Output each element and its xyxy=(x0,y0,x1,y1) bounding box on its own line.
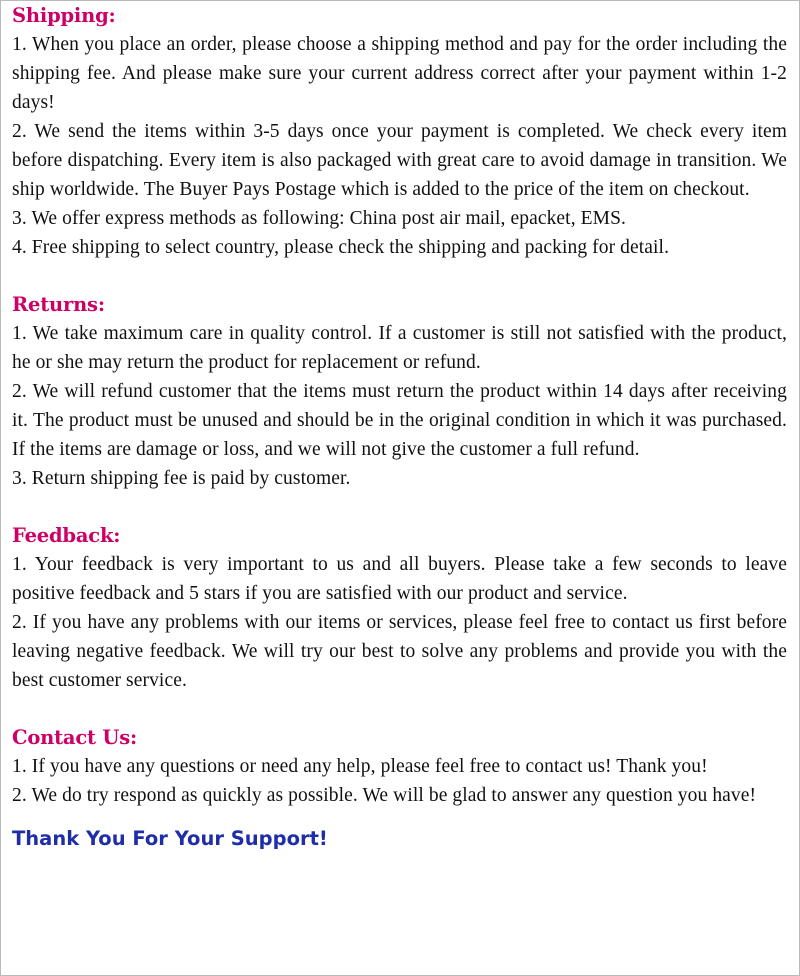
feedback-heading: Feedback: xyxy=(12,524,121,547)
feedback-item-2: 2. If you have any problems with our items or services, please feel free to contact us first before leaving negative feedback. We will try our best to solve any problems and provide you with the best customer service. xyxy=(12,612,787,691)
shipping-section xyxy=(12,1,787,262)
contact-heading: Contact Us: xyxy=(12,726,137,749)
returns-section xyxy=(12,290,787,493)
contact-section xyxy=(12,723,787,810)
contact-item-1: 1. If you have any questions or need any help, please feel free to contact us! Thank you! xyxy=(12,756,708,777)
policy-document xyxy=(1,1,799,853)
returns-item-3: 3. Return shipping fee is paid by customer. xyxy=(12,468,351,489)
contact-item-2: 2. We do try respond as quickly as possible. We will be glad to answer any question you have! xyxy=(12,785,757,806)
returns-heading: Returns: xyxy=(12,293,105,316)
thank-you-message: Thank You For Your Support! xyxy=(12,827,328,850)
shipping-heading: Shipping: xyxy=(12,4,116,27)
shipping-item-3: 3. We offer express methods as following: China post air mail, epacket, EMS. xyxy=(12,208,627,229)
feedback-item-1: 1. Your feedback is very important to us and all buyers. Please take a few seconds to leave positive feedback and 5 stars if you are satisfied with our product and service. xyxy=(12,554,787,604)
returns-item-2: 2. We will refund customer that the items must return the product within 14 days after receiving it. The product must be unused and should be in the original condition in which it was purchased. If the items are damage or loss, and we will not give the customer a full refund. xyxy=(12,381,787,460)
returns-item-1: 1. We take maximum care in quality control. If a customer is still not satisfied with the product, he or she may return the product for replacement or refund. xyxy=(12,323,787,373)
shipping-item-2: 2. We send the items within 3-5 days once your payment is completed. We check every item before dispatching. Every item is also packaged with great care to avoid damage in transition. We ship worldwide. The Buyer Pays Postage which is added to the price of the item on checkout. xyxy=(12,121,787,200)
shipping-item-1: 1. When you place an order, please choose a shipping method and pay for the order including the shipping fee. And please make sure your current address correct after your payment within 1-2 days! xyxy=(12,34,787,113)
shipping-item-4: 4. Free shipping to select country, please check the shipping and packing for detail. xyxy=(12,237,670,258)
feedback-section xyxy=(12,521,787,695)
